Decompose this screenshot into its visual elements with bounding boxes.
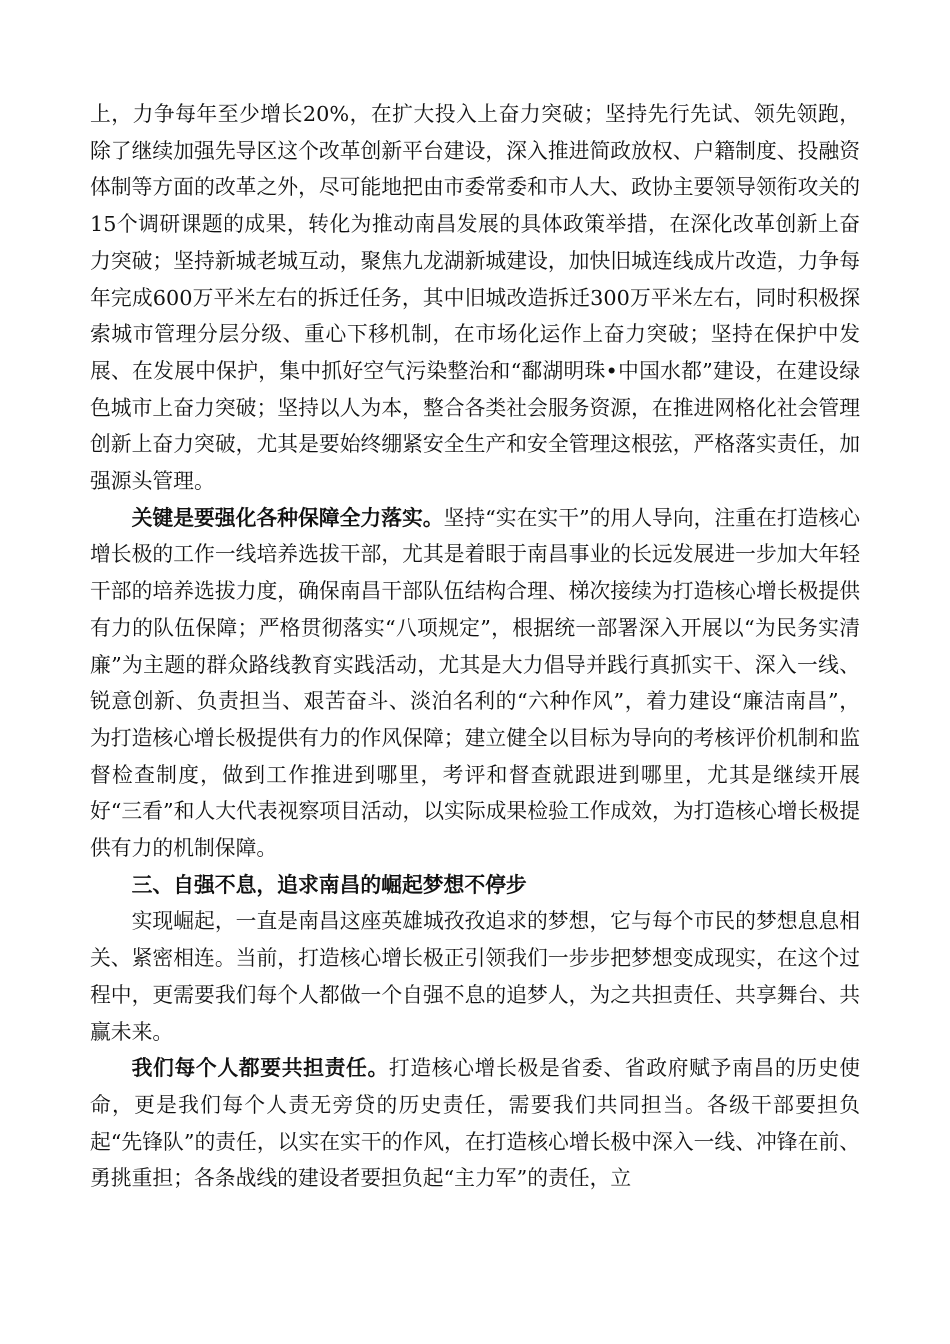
- paragraph-text: 坚持“实在实干”的用人导向，注重在打造核心增长极的工作一线培养选拔干部，尤其是着眼于南昌事业的长远发展进一步加大年轻干部的培养选拔力度，确保南昌干部队伍结构合理、梯次接续为打造核心增长极提供有力的队伍保障；严格贯彻落实“八项规定”，根据统一部署深入开展以“为民务实清廉”为主题的群众路线教育实践活动，尤其是大力倡导并践行真抓实干、深入一线、锐意创新、负责担当、艰苦奋斗、淡泊名利的“六种作风”，着力建设“廉洁南昌”，为打造核心增长极提供有力的作风保障；建立健全以目标为导向的考核评价机制和监督检查制度，做到工作推进到哪里，考评和督查就跟进到哪里，尤其是继续开展好“三看”和人大代表视察项目活动，以实际成果检验工作成效，为打造核心增长极提供有力的机制保障。: [90, 505, 861, 861]
- paragraph-continued: [90, 96, 860, 500]
- paragraph-responsibility: [90, 1050, 860, 1197]
- section-heading: 三、自强不息，追求南昌的崛起梦想不停步: [131, 872, 527, 897]
- paragraph-text: 打造核心增长极是省委、省政府赋予南昌的历史使命，更是我们每个人责无旁贷的历史责任，需要我们共同担当。各级干部要担负起“先锋队”的责任，以实在实干的作风，在打造核心增长极中深入一线、冲锋在前、勇挑重担；各条战线的建设者要担负起“主力军”的责任，立: [90, 1056, 860, 1191]
- paragraph-text: 上，力争每年至少增长20%，在扩大投入上奋力突破；坚持先行先试、领先领跑，除了继续加强先导区这个改革创新平台建设，深入推进简政放权、户籍制度、投融资体制等方面的改革之外，尽可能地把由市委常委和市人大、政协主要领导领衔攻关的15个调研课题的成果，转化为推动南昌发展的具体政策举措，在深化改革创新上奋力突破；坚持新城老城互动，聚焦九龙湖新城建设，加快旧城连线成片改造，力争每年完成600万平米左右的拆迁任务，其中旧城改造拆迁300万平米左右，同时积极探索城市管理分层分级、重心下移机制，在市场化运作上奋力突破；坚持在保护中发展、在发展中保护，集中抓好空气污染整治和“鄱湖明珠•中国水都”建设，在建设绿色城市上奋力突破；坚持以人为本，整合各类社会服务资源，在推进网格化社会管理创新上奋力突破，尤其是要始终绷紧安全生产和安全管理这根弦，严格落实责任，加强源头管理。: [90, 102, 860, 494]
- paragraph-lead: 关键是要强化各种保障全力落实。: [131, 505, 444, 530]
- paragraph-guarantees: [90, 500, 860, 867]
- paragraph-text: 实现崛起，一直是南昌这座英雄城孜孜追求的梦想，它与每个市民的梦想息息相关、紧密相连。当前，打造核心增长极正引领我们一步步把梦想变成现实，在这个过程中，更需要我们每个人都做一个自强不息的追梦人，为之共担责任、共享舞台、共赢未来。: [90, 909, 860, 1044]
- document-body: [90, 96, 860, 1197]
- paragraph-dream: [90, 903, 860, 1050]
- paragraph-lead: 我们每个人都要共担责任。: [131, 1056, 389, 1081]
